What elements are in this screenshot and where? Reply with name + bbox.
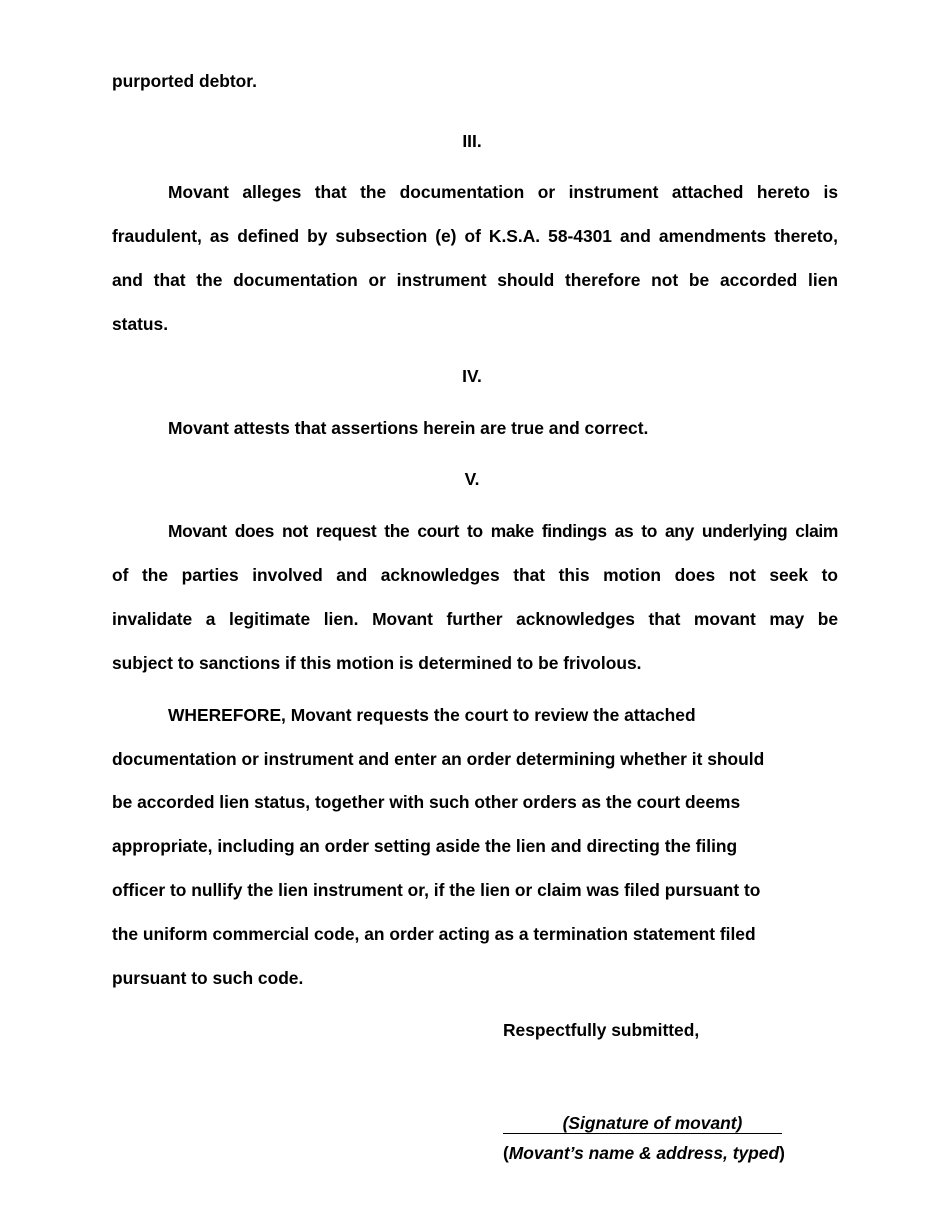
paragraph-line: invalidate a legitimate lien. Movant further acknowledges that movant may be bbox=[112, 609, 838, 629]
paragraph-line: status. bbox=[112, 314, 169, 334]
paragraph-line: fraudulent, as defined by subsection (e) of K.S.A. 58-4301 and amendments thereto, bbox=[112, 226, 838, 246]
wherefore-line: appropriate, including an order setting aside the lien and directing the filing bbox=[112, 836, 738, 856]
closing-text: Respectfully submitted, bbox=[503, 1020, 700, 1040]
section-heading-iii: III. bbox=[462, 131, 482, 151]
typed-close-paren: ) bbox=[779, 1143, 785, 1163]
wherefore-line: documentation or instrument and enter an order determining whether it should bbox=[112, 749, 765, 769]
typed-name-text: Movant’s name & address, typed bbox=[508, 1143, 780, 1163]
paragraph-line: subject to sanctions if this motion is determined to be frivolous. bbox=[112, 653, 642, 673]
wherefore-line: the uniform commercial code, an order acting as a termination statement filed bbox=[112, 924, 756, 944]
continuation-text: purported debtor. bbox=[112, 71, 257, 91]
section-heading-iv: IV. bbox=[462, 366, 482, 386]
section-heading-v: V. bbox=[464, 469, 480, 489]
signature-line bbox=[503, 1113, 782, 1134]
paragraph-line: Movant alleges that the documentation or instrument attached hereto is bbox=[168, 182, 838, 202]
wherefore-line: pursuant to such code. bbox=[112, 968, 304, 988]
typed-open-paren: ( bbox=[503, 1143, 509, 1163]
paragraph-line: and that the documentation or instrument should therefore not be accorded lien bbox=[112, 270, 838, 290]
wherefore-line: be accorded lien status, together with such other orders as the court deems bbox=[112, 792, 741, 812]
paragraph-line: of the parties involved and acknowledges that this motion does not seek to bbox=[112, 565, 838, 585]
wherefore-line: WHEREFORE, Movant requests the court to review the attached bbox=[168, 705, 696, 725]
paragraph-line: Movant attests that assertions herein are true and correct. bbox=[168, 418, 649, 438]
typed-name-label bbox=[503, 1142, 785, 1164]
paragraph-line: Movant does not request the court to make findings as to any underlying claim bbox=[168, 521, 838, 541]
signature-label: (Signature of movant) bbox=[562, 1113, 743, 1133]
wherefore-line: officer to nullify the lien instrument or, if the lien or claim was filed pursuant to bbox=[112, 880, 761, 900]
